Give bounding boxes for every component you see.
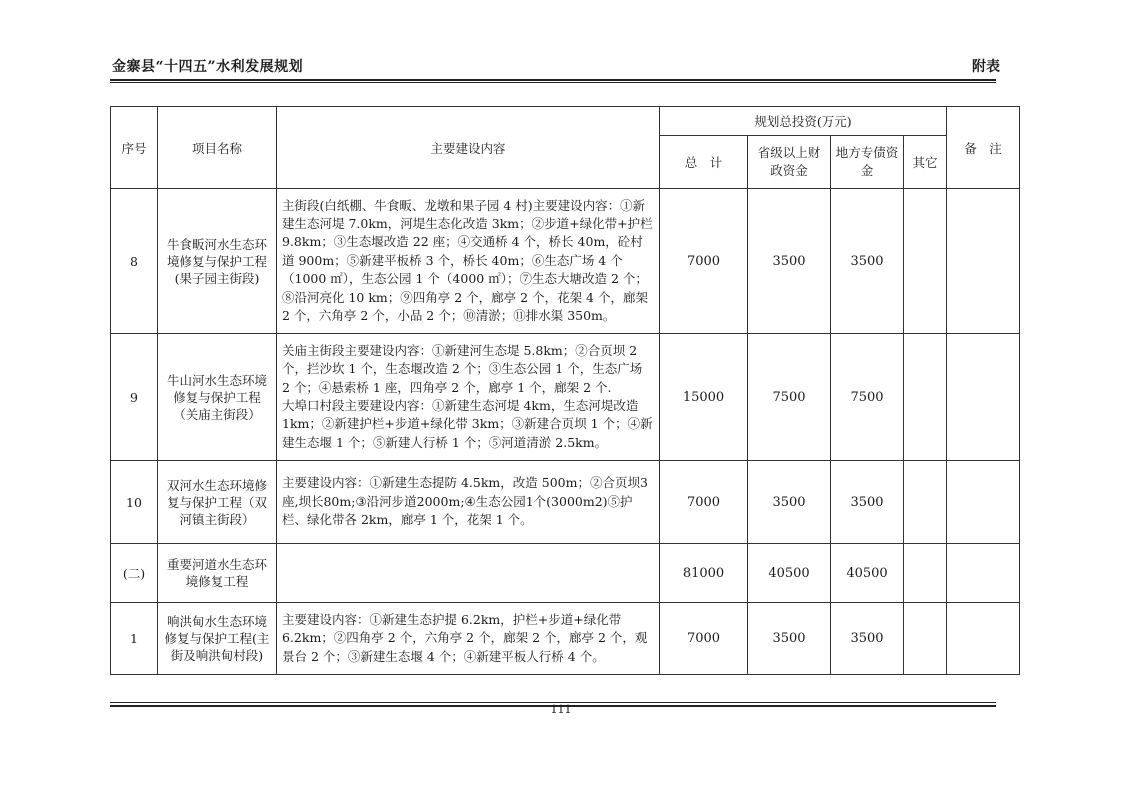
row-remarks [947, 603, 1020, 675]
row-remarks [947, 189, 1020, 334]
investment-table [110, 106, 1020, 675]
row-provincial: 3500 [748, 603, 831, 675]
row-provincial: 3500 [748, 461, 831, 544]
row-name: 牛食畈河水生态环境修复与保护工程(果子园主街段) [158, 189, 277, 334]
row-name: 牛山河水生态环境修复与保护工程（关庙主街段） [158, 334, 277, 461]
appendix-label: 附表 [972, 59, 1000, 75]
table-row [111, 603, 1020, 675]
row-local-bond: 7500 [831, 334, 904, 461]
row-name: 重要河道水生态环境修复工程 [158, 544, 277, 603]
header-seq: 序号 [111, 107, 158, 189]
row-content: 主要建设内容：①新建生态提防 4.5km，改造 500m；②合页坝3座,坝长80m;③沿河步道2000m;④生态公园1个(3000m2)⑤护栏、绿化带各 2km，廊亭 1 个，花架 1 个。 [277, 461, 660, 544]
row-provincial: 40500 [748, 544, 831, 603]
row-provincial: 7500 [748, 334, 831, 461]
row-other [904, 189, 947, 334]
table-row [111, 189, 1020, 334]
row-other [904, 334, 947, 461]
row-remarks [947, 544, 1020, 603]
row-local-bond: 40500 [831, 544, 904, 603]
row-local-bond: 3500 [831, 461, 904, 544]
row-total: 7000 [660, 603, 748, 675]
row-other [904, 603, 947, 675]
page-number: 111 [550, 703, 572, 716]
table-row-section [111, 544, 1020, 603]
row-remarks [947, 461, 1020, 544]
row-content: 主要建设内容：①新建生态护提 6.2km，护栏+步道+绿化带 6.2km；②四角亭 2 个，六角亭 2 个，廊架 2 个，廊亭 2 个，观景台 2 个；③新建生态堰 4 个；④新建平板人行桥 4 个。 [277, 603, 660, 675]
row-seq: 9 [111, 334, 158, 461]
table-row [111, 334, 1020, 461]
row-total: 7000 [660, 461, 748, 544]
row-content [277, 544, 660, 603]
row-seq: (二) [111, 544, 158, 603]
row-seq: 1 [111, 603, 158, 675]
header-row-top [111, 107, 1020, 136]
row-seq: 10 [111, 461, 158, 544]
row-total: 15000 [660, 334, 748, 461]
row-remarks [947, 334, 1020, 461]
row-total: 7000 [660, 189, 748, 334]
header-total: 总 计 [660, 136, 748, 189]
row-other [904, 544, 947, 603]
header-content: 主要建设内容 [277, 107, 660, 189]
header-rule-thin [110, 82, 996, 83]
table-row [111, 461, 1020, 544]
header-provincial: 省级以上财政资金 [748, 136, 831, 189]
header-local-bond: 地方专债资金 [831, 136, 904, 189]
header-remarks: 备 注 [947, 107, 1020, 189]
header-name: 项目名称 [158, 107, 277, 189]
document-title: 金寨县“十四五”水利发展规划 [112, 59, 304, 75]
row-content: 主街段(白纸棚、牛食畈、龙墩和果子园 4 村)主要建设内容：①新建生态河堤 7.0km，河堤生态化改造 3km；②步道+绿化带+护栏 9.8km；③生态堰改造 22 座；④交通桥 4 个，桥长 40m，砼村道 900m；⑤新建平板桥 3 个，桥长 40m；⑥生态广场 4 个（1000 ㎡），生态公园 1 个（4000 ㎡）；⑦生态大塘改造 2 个；⑧沿河亮化 10 km；⑨四角亭 2 个，廊亭 2 个，花架 4 个，廊架 2 个，六角亭 2 个，小品 2 个；⑩清淤；⑪排水渠 350m。 [277, 189, 660, 334]
row-seq: 8 [111, 189, 158, 334]
header-rule [110, 79, 996, 81]
header-investment-group: 规划总投资(万元) [660, 107, 947, 136]
row-total: 81000 [660, 544, 748, 603]
row-other [904, 461, 947, 544]
row-local-bond: 3500 [831, 189, 904, 334]
row-name: 响洪甸水生态环境修复与保护工程(主街及响洪甸村段) [158, 603, 277, 675]
row-provincial: 3500 [748, 189, 831, 334]
row-name: 双河水生态环境修复与保护工程（双河镇主街段） [158, 461, 277, 544]
row-content: 关庙主街段主要建设内容：①新建河生态堤 5.8km；②合页坝 2 个，拦沙坎 1 个，生态堰改造 2 个；③生态公园 1 个，生态广场 2 个；④悬索桥 1 座，四角亭 2 个，廊亭 1 个，廊架 2 个. 大埠口村段主要建设内容：①新建生态河堤 4km，生态河堤改造 1km；②新建护栏+步道+绿化带 3km；③新建合页坝 1 个；④新建生态堰 1 个；⑤新建人行桥 1 个；⑤河道清淤 2.5km。 [277, 334, 660, 461]
header-other: 其它 [904, 136, 947, 189]
row-local-bond: 3500 [831, 603, 904, 675]
